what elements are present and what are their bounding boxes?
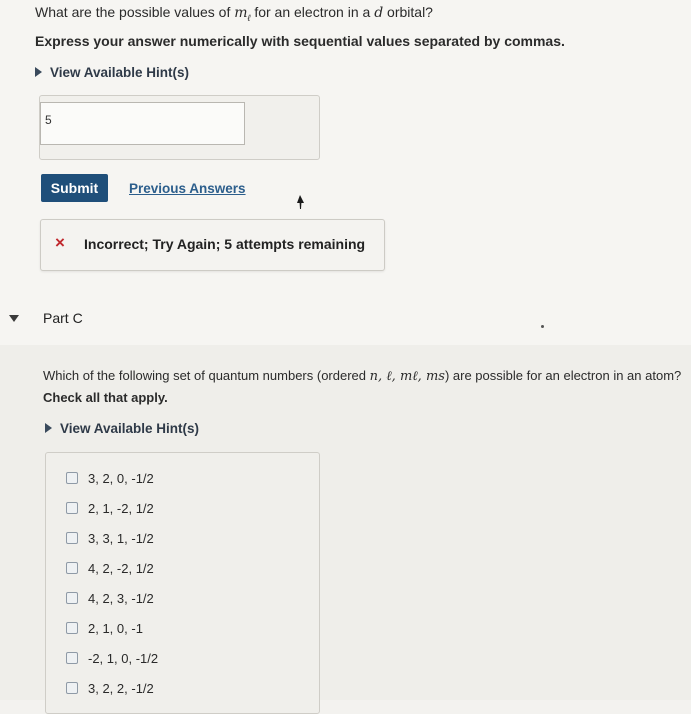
submit-button[interactable]: Submit: [41, 174, 108, 202]
answer-input[interactable]: 5: [40, 102, 245, 145]
answer-instruction: Express your answer numerically with sequential values separated by commas.: [35, 33, 565, 49]
check-all-instruction: Check all that apply.: [43, 390, 168, 405]
checkbox[interactable]: [66, 472, 78, 484]
option-item[interactable]: 4, 2, 3, -1/2: [66, 591, 154, 606]
option-item[interactable]: 4, 2, -2, 1/2: [66, 561, 154, 576]
part-c-title[interactable]: Part C: [43, 310, 83, 326]
checkbox[interactable]: [66, 532, 78, 544]
option-item[interactable]: 3, 3, 1, -1/2: [66, 531, 154, 546]
options-container: [45, 452, 320, 714]
checkbox[interactable]: [66, 592, 78, 604]
option-item[interactable]: -2, 1, 0, -1/2: [66, 651, 158, 666]
part-b-section: [0, 0, 691, 345]
checkbox[interactable]: [66, 502, 78, 514]
previous-answers-link[interactable]: Previous Answers: [129, 181, 246, 196]
checkbox[interactable]: [66, 682, 78, 694]
expand-triangle-icon: [35, 67, 42, 77]
part-c-question: Which of the following set of quantum numbers (ordered n, ℓ, mℓ, ms) are possible for an electron in an atom?: [43, 368, 682, 384]
feedback-message: Incorrect; Try Again; 5 attempts remaining: [84, 236, 366, 252]
collapse-triangle-icon[interactable]: [9, 315, 19, 322]
question-text: What are the possible values of $m_\ell$ for an electron in a d orbital?: [35, 4, 433, 23]
option-item[interactable]: 2, 1, -2, 1/2: [66, 501, 154, 516]
incorrect-x-icon: ×: [55, 233, 65, 252]
mouse-cursor-icon: [296, 194, 308, 210]
option-item[interactable]: 3, 2, 0, -1/2: [66, 471, 154, 486]
expand-triangle-icon: [45, 423, 52, 433]
option-item[interactable]: 2, 1, 0, -1: [66, 621, 143, 636]
checkbox[interactable]: [66, 652, 78, 664]
option-item[interactable]: 3, 2, 2, -1/2: [66, 681, 154, 696]
checkbox[interactable]: [66, 622, 78, 634]
view-hints-link[interactable]: View Available Hint(s): [35, 65, 189, 80]
screen-speck: [541, 325, 544, 328]
view-hints-link-c[interactable]: View Available Hint(s): [45, 421, 199, 436]
checkbox[interactable]: [66, 562, 78, 574]
